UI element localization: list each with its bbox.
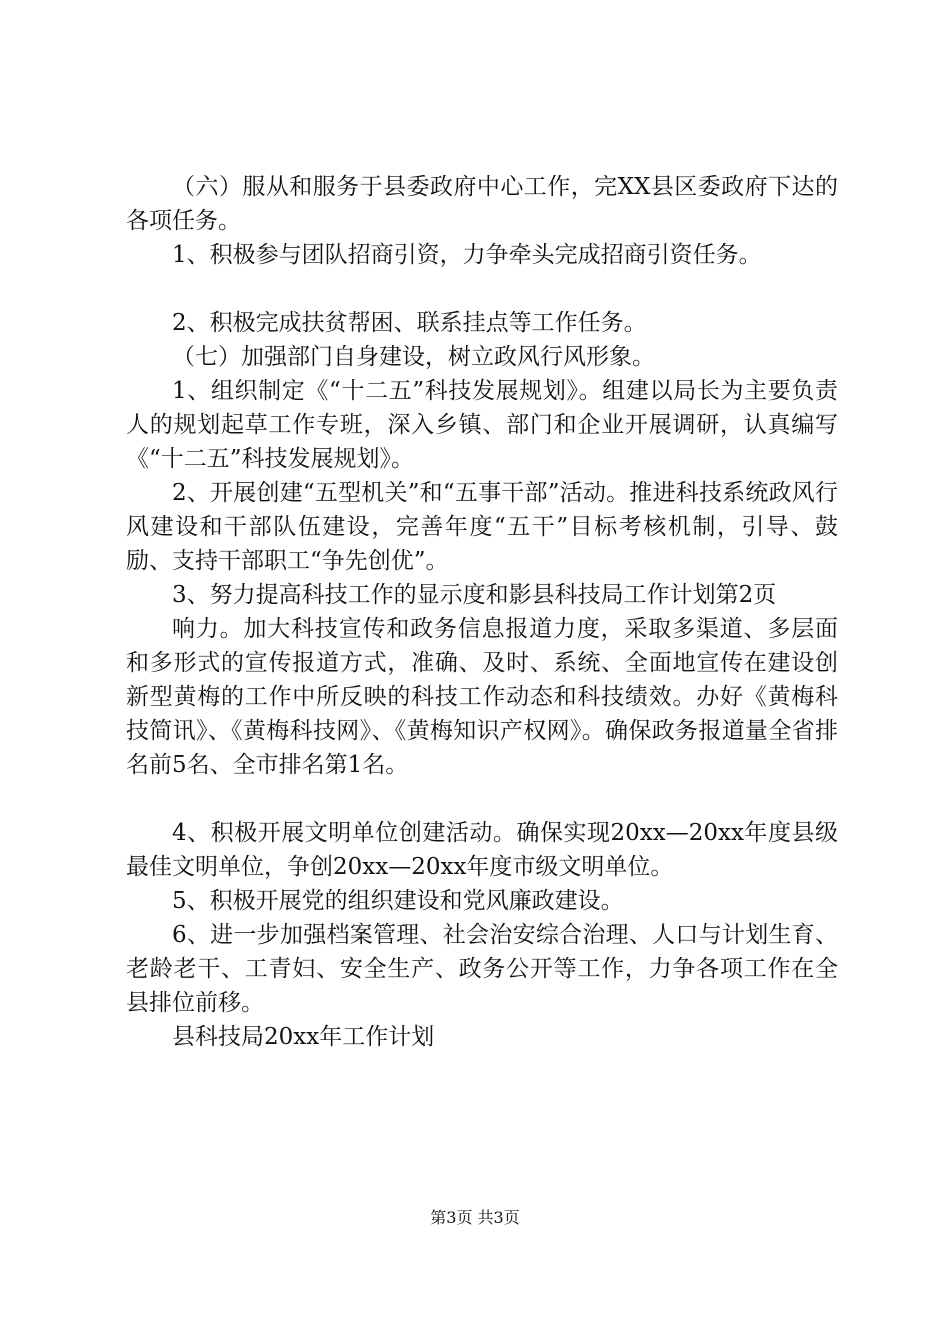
paragraph-civilized-unit: 4、积极开展文明单位创建活动。确保实现20xx—20xx年度县级最佳文明单位，争创20xx—20xx年度市级文明单位。 <box>126 820 838 880</box>
paragraph-visibility: 3、努力提高科技工作的显示度和影县科技局工作计划第2页 <box>172 582 777 608</box>
paragraph-archives: 6、进一步加强档案管理、社会治安综合治理、人口与计划生育、老龄老干、工青妇、安全生产、政务公开等工作，力争各项工作在全县排位前移。 <box>126 922 838 1016</box>
paragraph-publicity: 响力。加大科技宣传和政务信息报道力度，采取多渠道、多层面和多形式的宣传报道方式，准确、及时、系统、全面地宣传在建设创新型黄梅的工作中所反映的科技工作动态和科技绩效。办好《黄梅科技简讯》、《黄梅科技网》、《黄梅知识产权网》。确保政务报道量全省排名前5名、全市排名第1名。 <box>126 616 838 778</box>
paragraph-spacer <box>126 782 838 816</box>
page-number-footer: 第3页 共3页 <box>430 1208 520 1227</box>
paragraph-party-building: 5、积极开展党的组织建设和党风廉政建设。 <box>172 888 624 914</box>
paragraph-task-seven: （七）加强部门自身建设，树立政风行风形象。 <box>172 344 655 370</box>
paragraph-task-six: （六）服从和服务于县委政府中心工作，完XX县区委政府下达的各项任务。 <box>126 174 838 234</box>
paragraph-poverty-relief: 2、积极完成扶贫帮困、联系挂点等工作任务。 <box>172 310 647 336</box>
paragraph-spacer <box>126 272 838 306</box>
paragraph-closing-title: 县科技局20xx年工作计划 <box>172 1024 435 1050</box>
document-body <box>126 170 838 1054</box>
paragraph-investment: 1、积极参与团队招商引资，力争牵头完成招商引资任务。 <box>172 242 762 268</box>
paragraph-five-type-organs: 2、开展创建“五型机关”和“五事干部”活动。推进科技系统政风行风建设和干部队伍建设，完善年度“五干”目标考核机制，引导、鼓励、支持干部职工“争先创优”。 <box>126 480 838 574</box>
paragraph-plan-drafting: 1、组织制定《“十二五”科技发展规划》。组建以局长为主要负责人的规划起草工作专班，深入乡镇、部门和企业开展调研，认真编写《“十二五”科技发展规划》。 <box>126 378 838 472</box>
